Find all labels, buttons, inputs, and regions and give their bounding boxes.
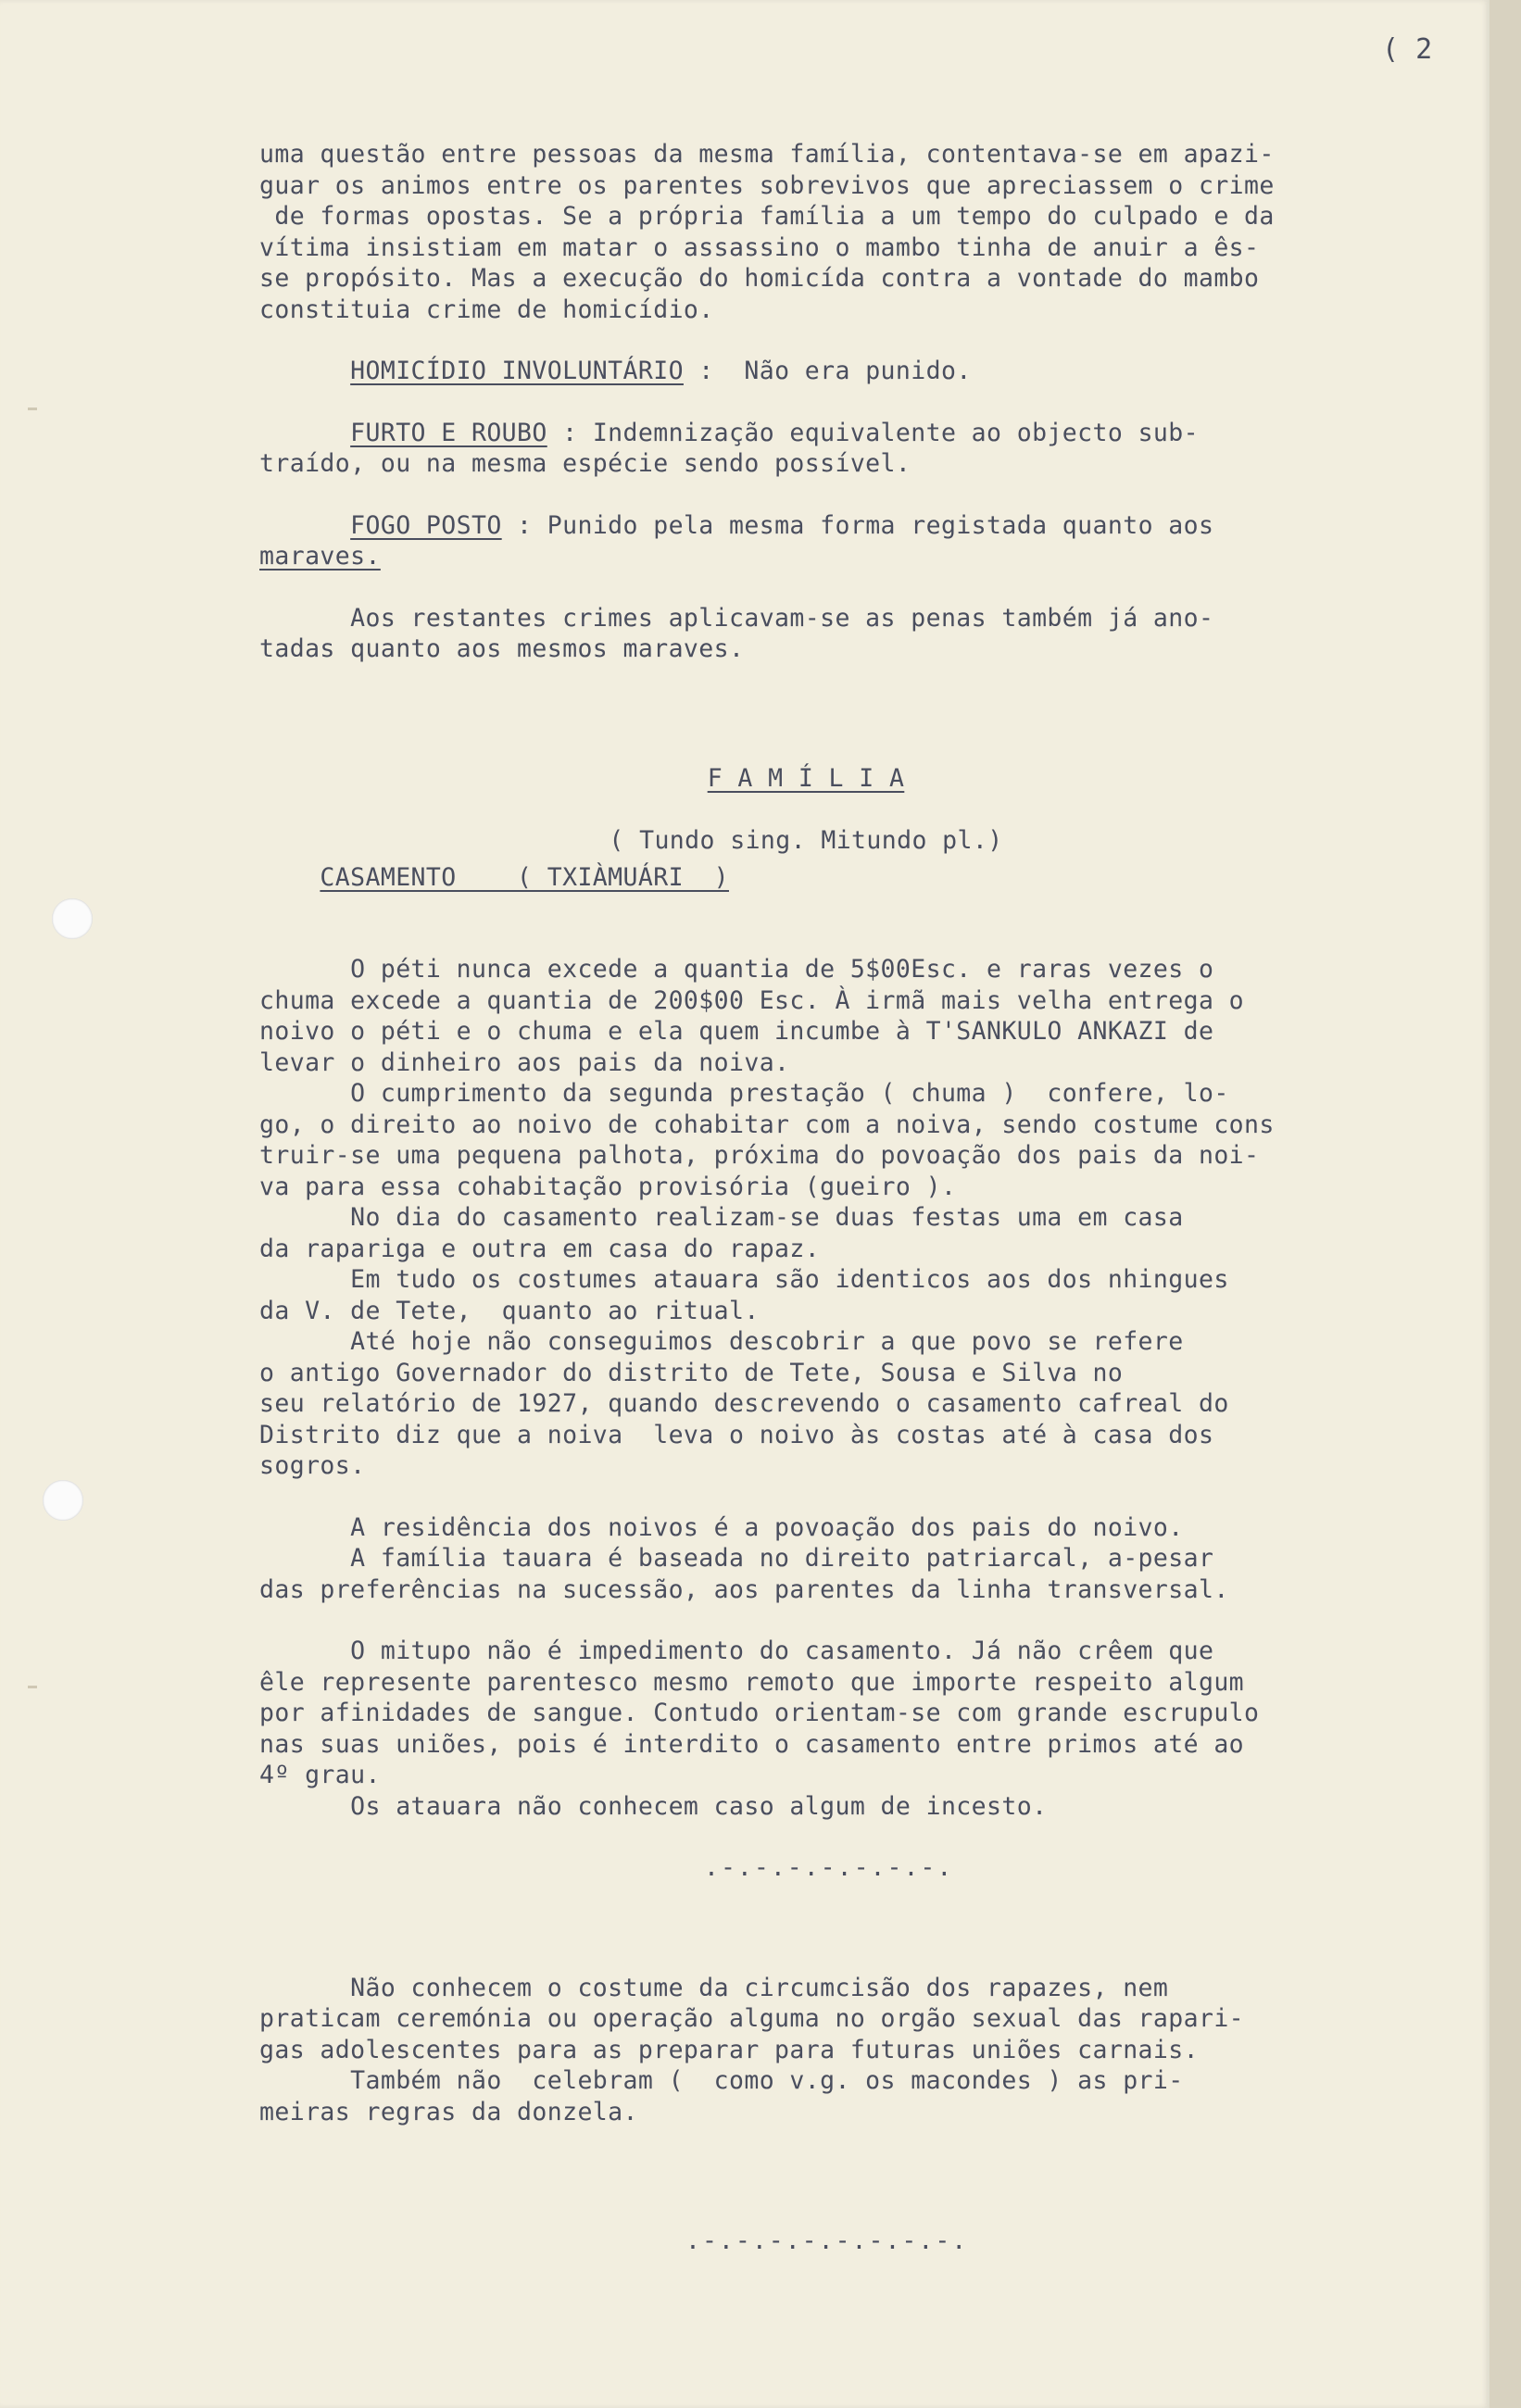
text-line: por afinidades de sangue. Contudo orientam-se com grande escrupulo: [259, 1699, 1260, 1727]
crime-restantes: [259, 603, 1491, 665]
crime-text: : Indemnização equivalente ao objecto sub-: [547, 418, 1199, 447]
text-line: praticam ceremónia ou operação alguma no orgão sexual das rapari-: [259, 2004, 1245, 2033]
crime-fogo: [259, 510, 1491, 572]
separator: .-.-.-.-.-.-.-.: [704, 1853, 954, 1882]
page-number: ( 2: [1382, 33, 1433, 66]
text-line: das preferências na sucessão, aos parentes da linha transversal.: [259, 1574, 1229, 1604]
text-line: tadas quanto aos mesmos maraves.: [259, 634, 745, 663]
text-line: A residência dos noivos é a povoação dos pais do noivo.: [259, 1512, 1184, 1542]
text-line: meiras regras da donzela.: [259, 2097, 638, 2126]
crime-heading: FOGO POSTO: [350, 510, 502, 540]
text-line: noivo o péti e o chuma e ela quem incumbe à T'SANKULO ANKAZI de: [259, 1017, 1214, 1046]
text-line: Em tudo os costumes atauara são identicos aos dos nhingues: [259, 1265, 1229, 1294]
text-line: Até hoje não conseguimos descobrir a que povo se refere: [259, 1327, 1184, 1356]
section-subtitle: ( Tundo sing. Mitundo pl.): [609, 826, 1003, 855]
familia-title: F A M Í L I A: [707, 763, 905, 793]
text-line: A família tauara é baseada no direito patriarcal, a-pesar: [259, 1544, 1214, 1573]
punch-hole-bottom: [43, 1480, 83, 1521]
text-line: 4º grau.: [259, 1761, 381, 1789]
text-line: se propósito. Mas a execução do homicída contra a vontade do mambo: [259, 264, 1260, 293]
crime-text: maraves.: [259, 542, 381, 571]
text-line: Também não celebram ( como v.g. os macondes ) as pri-: [259, 2066, 1184, 2095]
text-line: chuma excede a quantia de 200$00 Esc. À irmã mais velha entrega o: [259, 985, 1245, 1015]
margin-mark: [28, 1686, 37, 1688]
text-line: êle represente parentesco mesmo remoto que importe respeito algum: [259, 1667, 1245, 1697]
text-line: O cumprimento da segunda prestação ( chuma ) confere, lo-: [259, 1079, 1229, 1108]
text-line: O mitupo não é impedimento do casamento. Já não crêem que: [259, 1637, 1214, 1665]
margin-mark: [28, 408, 37, 410]
casamento-heading-line: [259, 862, 1491, 894]
scan-edge: [1490, 0, 1521, 2408]
text-line: o antigo Governador do distrito de Tete, Sousa e Silva no: [259, 1358, 1124, 1387]
text-line: da V. de Tete, quanto ao ritual.: [259, 1296, 760, 1325]
text-line: truir-se uma pequena palhota, próxima do povoação dos pais da noi-: [259, 1141, 1260, 1170]
circumcisao-paragraph: [259, 1973, 1491, 2128]
text-line: Aos restantes crimes aplicavam-se as penas também já ano-: [259, 603, 1214, 633]
casamento-heading: CASAMENTO ( TXIÀMUÁRI ): [320, 862, 729, 892]
text-line: seu relatório de 1927, quando descrevendo o casamento cafreal do: [259, 1389, 1229, 1418]
text-line: No dia do casamento realizam-se duas festas uma em casa: [259, 1203, 1184, 1232]
text-line: vítima insistiam em matar o assassino o mambo tinha de anuir a ês-: [259, 232, 1260, 262]
text-line: de formas opostas. Se a própria família a um tempo do culpado e da: [259, 202, 1275, 231]
punch-hole-top: [52, 898, 93, 939]
text-line: Não conhecem o costume da circumcisão dos rapazes, nem: [259, 1973, 1169, 2002]
casamento-paragraphs: [259, 954, 1491, 1482]
text-line: O péti nunca excede a quantia de 5$00Esc. e raras vezes o: [259, 955, 1214, 984]
crime-heading: FURTO E ROUBO: [350, 418, 547, 447]
crime-furto: [259, 418, 1491, 480]
mitupo-paragraph: [259, 1636, 1491, 1822]
section-title: [259, 763, 1352, 795]
text-line: gas adolescentes para as preparar para futuras uniões carnais.: [259, 2035, 1199, 2064]
crime-heading: HOMICÍDIO INVOLUNTÁRIO: [350, 357, 684, 385]
text-line: constituia crime de homicídio.: [259, 295, 714, 324]
text-line: sogros.: [259, 1451, 366, 1480]
text-line: guar os animos entre os parentes sobrevivos que apreciassem o crime: [259, 170, 1275, 200]
text-line: nas suas uniões, pois é interdito o casamento entre primos até ao: [259, 1729, 1245, 1759]
text-line: Distrito diz que a noiva leva o noivo às costas até à casa dos: [259, 1420, 1214, 1449]
document-body: [259, 139, 1491, 2257]
text-line: da rapariga e outra em casa do rapaz.: [259, 1234, 821, 1263]
text-line: va para essa cohabitação provisória (gueiro ).: [259, 1172, 957, 1201]
text-line: go, o direito ao noivo de cohabitar com a noiva, sendo costume cons: [259, 1110, 1275, 1139]
residencia-paragraph: [259, 1512, 1491, 1606]
separator: .-.-.-.-.-.-.-.-.: [685, 2226, 969, 2255]
crime-text: : Punido pela mesma forma registada quanto aos: [501, 510, 1214, 540]
intro-paragraph: [259, 139, 1491, 325]
crime-text: traído, ou na mesma espécie sendo possível.: [259, 449, 911, 478]
text-line: levar o dinheiro aos pais da noiva.: [259, 1047, 790, 1077]
text-line: Os atauara não conhecem caso algum de incesto.: [259, 1791, 1048, 1821]
text-line: uma questão entre pessoas da mesma família, contentava-se em apazi-: [259, 140, 1275, 169]
crime-text: : Não era punido.: [683, 357, 972, 385]
crime-involuntario: [259, 356, 1491, 387]
